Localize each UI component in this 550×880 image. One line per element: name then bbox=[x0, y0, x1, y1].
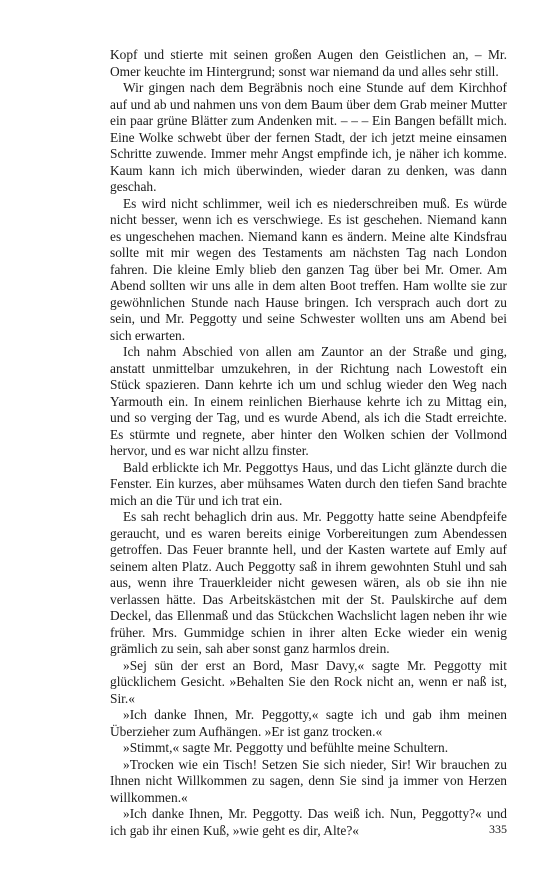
paragraph-4: Ich nahm Abschied von allen am Zauntor an der Straße und ging, anstatt unmittelbar umzukehren, in der Richtung nach Lowestoft ein Stück spazieren. Dann kehrte ich um und schlug wieder den Weg nach Yarmouth ein. In einem reinlichen Bierhause kehrte ich zu Mittag ein, und so verging der Tag, und es wurde Abend, als ich die Stadt erreichte. Es stürmte und regnete, aber hinter den Wolken schien der Vollmond hervor, und es war nicht allzu finster. bbox=[110, 344, 507, 458]
paragraph-11: »Ich danke Ihnen, Mr. Peggotty. Das weiß ich. Nun, Peggotty?« und ich gab ihr einen Kuß, »wie geht es dir, Alte?« bbox=[110, 806, 507, 838]
paragraph-9: »Stimmt,« sagte Mr. Peggotty und befühlte meine Schultern. bbox=[123, 740, 449, 755]
book-page-text bbox=[110, 47, 507, 839]
paragraph-1: Kopf und stierte mit seinen großen Augen den Geistlichen an, – Mr. Omer keuchte im Hintergrund; sonst war niemand da und alles sehr still. bbox=[110, 47, 507, 79]
paragraph-5: Bald erblickte ich Mr. Peggottys Haus, und das Licht glänzte durch die Fenster. Ein kurzes, aber mühsames Waten durch den tiefen Sand brachte mich an die Tür und ich trat ein. bbox=[110, 459, 507, 508]
page-number: 335 bbox=[489, 822, 507, 836]
paragraph-2: Wir gingen nach dem Begräbnis noch eine Stunde auf dem Kirchhof auf und ab und nahmen uns von dem Baum über dem Grab meiner Mutter ein paar grüne Blätter zum Andenken mit. – – – Ein Bangen befällt mich. Eine Wolke schwebt über der fernen Stadt, der ich jetzt meine einsamen Schritte zuwende. Immer mehr Angst empfinde ich, je näher ich komme. Kaum kann ich mich überwinden, wieder daran zu denken, was dann geschah. bbox=[110, 80, 507, 194]
paragraph-3: Es wird nicht schlimmer, weil ich es niederschreiben muß. Es würde nicht besser, wenn ich es verschwiege. Es ist geschehen. Niemand kann es ungeschehen machen. Niemand kann es ändern. Meine alte Kindsfrau sollte mit mir wegen des Testaments am nächsten Tag nach London fahren. Die kleine Emly blieb den ganzen Tag über bei Mr. Omer. Am Abend sollten wir uns alle in dem alten Boot treffen. Ham wollte sie zur gewöhnlichen Stunde nach Hause bringen. Ich versprach auch dort zu sein, und Mr. Peggotty und seine Schwester wollten uns am Abend bei sich erwarten. bbox=[110, 195, 507, 343]
paragraph-10: »Trocken wie ein Tisch! Setzen Sie sich nieder, Sir! Wir brauchen zu Ihnen nicht Willkommen zu sagen, denn Sie sind ja immer von Herzen willkommen.« bbox=[110, 756, 507, 805]
paragraph-8: »Ich danke Ihnen, Mr. Peggotty,« sagte ich und gab ihm meinen Überzieher zum Aufhängen. »Er ist ganz trocken.« bbox=[110, 707, 507, 739]
paragraph-6: Es sah recht behaglich drin aus. Mr. Peggotty hatte seine Abendpfeife geraucht, und es waren bereits einige Vorbereitungen zum Abendessen getroffen. Das Feuer brannte hell, und der Kasten wartete auf Emly auf seinem alten Platz. Auch Peggotty saß in ihrem gewohnten Stuhl und sah aus, wenn ihre Trauerkleider nicht gewesen wären, als ob sie ihn nie verlassen hätte. Das Arbeitskästchen mit der St. Paulskirche auf dem Deckel, das Ellenmaß und das Stückchen Wachslicht lagen neben ihr wie früher. Mrs. Gummidge schien in ihrer alten Ecke wieder ein wenig grämlich zu sein, sah aber sonst ganz harmlos drein. bbox=[110, 509, 507, 656]
paragraph-7: »Sej sün der erst an Bord, Masr Davy,« sagte Mr. Peggotty mit glücklichem Gesicht. »Behalten Sie den Rock nicht an, wenn er naß ist, Sir.« bbox=[110, 657, 507, 706]
